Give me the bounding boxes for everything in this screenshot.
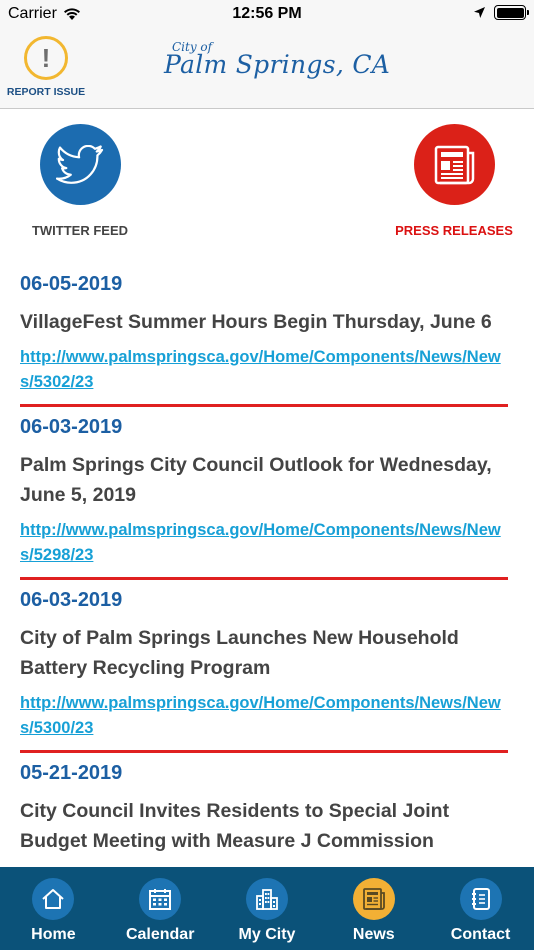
press-releases-label: PRESS RELEASES [395,223,513,238]
home-icon [32,878,74,920]
news-list[interactable] [0,264,534,867]
city-icon [246,878,288,920]
clock: 12:56 PM [232,5,302,22]
news-link[interactable]: http://www.palmspringsca.gov/Home/Components/News/News/5298/23 [20,521,501,564]
twitter-feed-label: TWITTER FEED [31,223,129,238]
news-date: 05-21-2019 [20,762,123,784]
alert-icon: ! [24,36,68,80]
city-logo [160,38,391,98]
logo-city-name: Palm Springs, CA [164,50,391,79]
address-book-icon [460,878,502,920]
news-date: 06-03-2019 [20,589,123,611]
twitter-bird-icon [40,124,121,205]
news-title[interactable]: City Council Invites Residents to Special Joint Budget Meeting with Measure J Commission [20,800,450,852]
news-title[interactable]: VillageFest Summer Hours Begin Thursday, June 6 [20,311,492,333]
news-title[interactable]: City of Palm Springs Launches New Household Battery Recycling Program [20,627,459,679]
tab-label: News [352,926,395,943]
tab-home[interactable] [0,867,107,950]
press-release-icon [414,124,495,205]
press-releases-button[interactable] [389,124,519,238]
tab-label: Contact [450,926,511,943]
tab-label: Calendar [125,926,195,943]
tab-calendar[interactable] [107,867,214,950]
logo-city-of: City of [172,40,213,54]
app-header [0,28,534,109]
newspaper-icon [353,878,395,920]
status-bar [0,0,534,28]
news-link[interactable]: http://www.palmspringsca.gov/Home/Components/News/News/5302/23 [20,348,501,391]
news-item [20,407,508,580]
calendar-icon [139,878,181,920]
tab-label: My City [238,926,296,943]
twitter-feed-button[interactable] [15,124,145,238]
status-right [473,5,526,20]
tab-news[interactable] [320,867,427,950]
news-item [20,580,508,753]
carrier-label: Carrier [8,5,57,22]
news-item [20,264,508,407]
news-date: 06-03-2019 [20,416,123,438]
location-arrow-icon [473,6,486,19]
news-link[interactable]: http://www.palmspringsca.gov/Home/Components/News/News/5300/23 [20,694,501,737]
tab-my-city[interactable] [214,867,321,950]
news-item [20,753,508,865]
news-title[interactable]: Palm Springs City Council Outlook for Wednesday, June 5, 2019 [20,454,492,506]
news-date: 06-05-2019 [20,273,123,295]
tab-label: Home [31,926,76,943]
tab-contact[interactable] [427,867,534,950]
report-issue-button[interactable] [8,36,84,104]
report-issue-label: REPORT ISSUE [6,86,86,98]
battery-icon [494,5,526,20]
tab-bar [0,867,534,950]
